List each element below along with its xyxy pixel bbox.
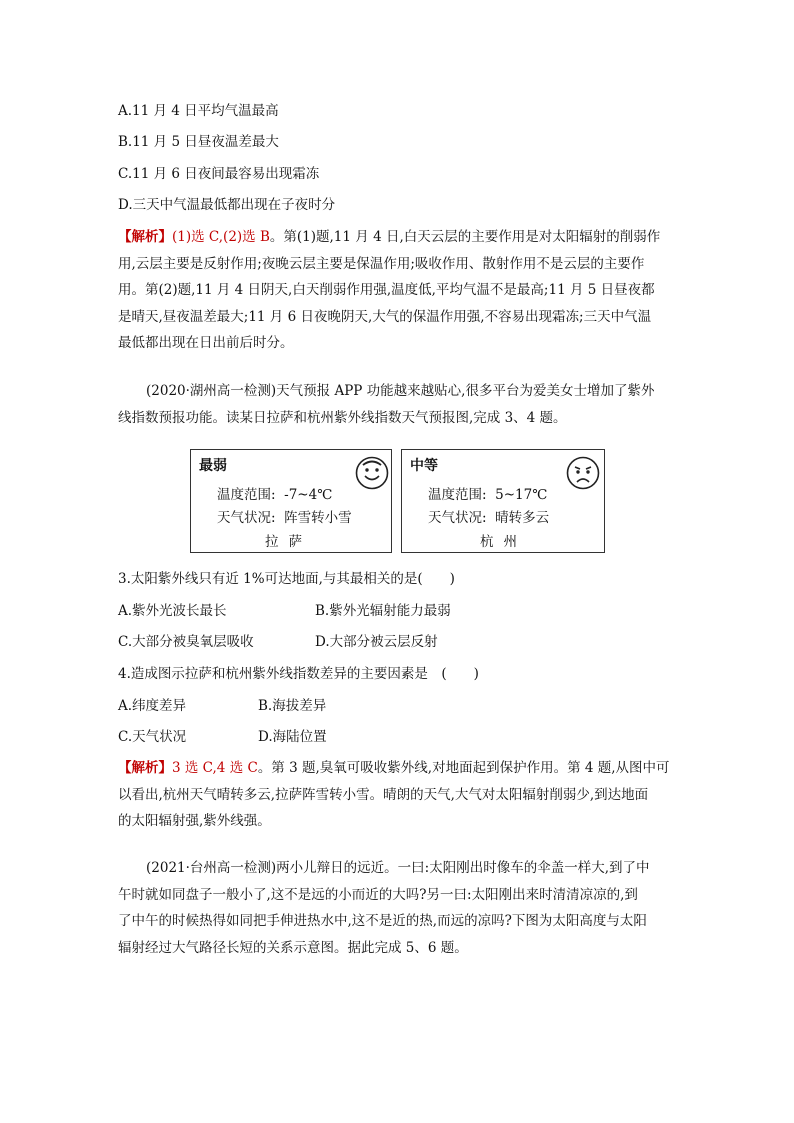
temp-value: 5~17℃ <box>495 487 548 503</box>
intro-line: 辐射经过大气路径长短的关系示意图。据此完成 5、6 题。 <box>118 939 468 956</box>
analysis-answer: (1)选 C,(2)选 B <box>172 229 270 245</box>
q2-option-a: A.11 月 4 日平均气温最高 <box>118 103 279 119</box>
intro-line: (2021·台州高一检测)两小儿辩日的远近。一曰:太阳刚出时像车的伞盖一样大,到了中 <box>146 860 650 876</box>
temp-label: 温度范围: <box>217 487 276 503</box>
uv-card-hangzhou <box>401 449 605 553</box>
uv-level: 中等 <box>410 458 438 474</box>
q3-option-b: B.紫外光辐射能力最弱 <box>315 603 451 619</box>
analysis-text-line: 。第 3 题,臭氧可吸收紫外线,对地面起到保护作用。第 4 题,从图中可 <box>257 760 670 776</box>
intro-line: (2020·湖州高一检测)天气预报 APP 功能越来越贴心,很多平台为爱美女士增加了紫外 <box>146 383 655 399</box>
q3-stem: 3.太阳紫外线只有近 1%可达地面,与其最相关的是( ) <box>118 571 455 587</box>
q3-options-row-2 <box>118 632 678 652</box>
q4-option-d: D.海陆位置 <box>258 729 327 745</box>
weather-label: 天气状况: <box>428 510 487 526</box>
analysis-answer: 3 选 C,4 选 C <box>172 760 258 776</box>
analysis-text-line: 以看出,杭州天气晴转多云,拉萨阵雪转小雪。晴朗的天气,大气对太阳辐射削弱少,到达地面 <box>118 786 649 803</box>
intro-line: 了中午的时候热得如同把手伸进热水中,这不是近的热,而远的凉吗?下图为太阳高度与太阳 <box>118 913 647 929</box>
q2-option-c: C.11 月 6 日夜间最容易出现霜冻 <box>118 166 320 182</box>
q2-option-d: D.三天中气温最低都出现在子夜时分 <box>118 197 336 213</box>
weather-value: 阵雪转小雪 <box>284 510 352 526</box>
analysis-tag: 【解析】 <box>118 229 172 245</box>
q3-options-row-1 <box>118 601 678 621</box>
analysis-text-line: 最低都出现在日出前后时分。 <box>118 335 294 351</box>
q2-option-b: B.11 月 5 日昼夜温差最大 <box>118 134 279 150</box>
analysis-1 <box>118 224 678 357</box>
q4-stem: 4.造成图示拉萨和杭州紫外线指数差异的主要因素是 ( ) <box>118 666 479 682</box>
intro-line: 线指数预报功能。读某日拉萨和杭州紫外线指数天气预报图,完成 3、4 题。 <box>118 409 567 426</box>
q3-option-d: D.大部分被云层反射 <box>315 634 438 650</box>
analysis-text-line: 是晴天,昼夜温差最大;11 月 6 日夜晚阴天,大气的保温作用强,不容易出现霜冻;三天中气温 <box>118 308 652 325</box>
frown-icon <box>566 456 600 490</box>
q3-option-a: A.紫外光波长最长 <box>118 603 227 619</box>
q4-option-c: C.天气状况 <box>118 729 187 745</box>
city-name: 拉萨 <box>265 534 312 550</box>
intro-line: 午时就如同盘子一般小了,这不是远的小而近的大吗?另一曰:太阳刚出来时清清凉凉的,到 <box>118 886 638 903</box>
uv-level: 最弱 <box>199 458 227 474</box>
city-name: 杭州 <box>480 534 527 550</box>
analysis-2 <box>118 755 678 835</box>
q4-option-a: A.纬度差异 <box>118 698 187 714</box>
analysis-text-line: 用。第(2)题,11 月 4 日阴天,白天削弱作用强,温度低,平均气温不是最高;11 月 5 日昼夜都 <box>118 282 655 298</box>
intro-q5-q6 <box>118 855 678 961</box>
temp-label: 温度范围: <box>428 487 487 503</box>
q3-option-c: C.大部分被臭氧层吸收 <box>118 634 254 650</box>
intro-q3-q4 <box>118 378 678 431</box>
uv-card-lhasa <box>190 449 392 553</box>
q4-options-row-2 <box>118 727 678 747</box>
q4-option-b: B.海拔差异 <box>258 698 327 714</box>
analysis-tag: 【解析】 <box>118 760 172 776</box>
weather-value: 晴转多云 <box>495 510 550 526</box>
analysis-text-line: 的太阳辐射强,紫外线强。 <box>118 813 271 829</box>
smile-icon <box>355 456 389 490</box>
q4-options-row-1 <box>118 696 678 716</box>
temp-value: -7~4℃ <box>284 487 333 503</box>
analysis-text-line: 。第(1)题,11 月 4 日,白天云层的主要作用是对太阳辐射的削弱作 <box>269 229 661 245</box>
analysis-text-line: 用,云层主要是反射作用;夜晚云层主要是保温作用;吸收作用、散射作用不是云层的主要作 <box>118 255 645 272</box>
weather-label: 天气状况: <box>217 510 276 526</box>
